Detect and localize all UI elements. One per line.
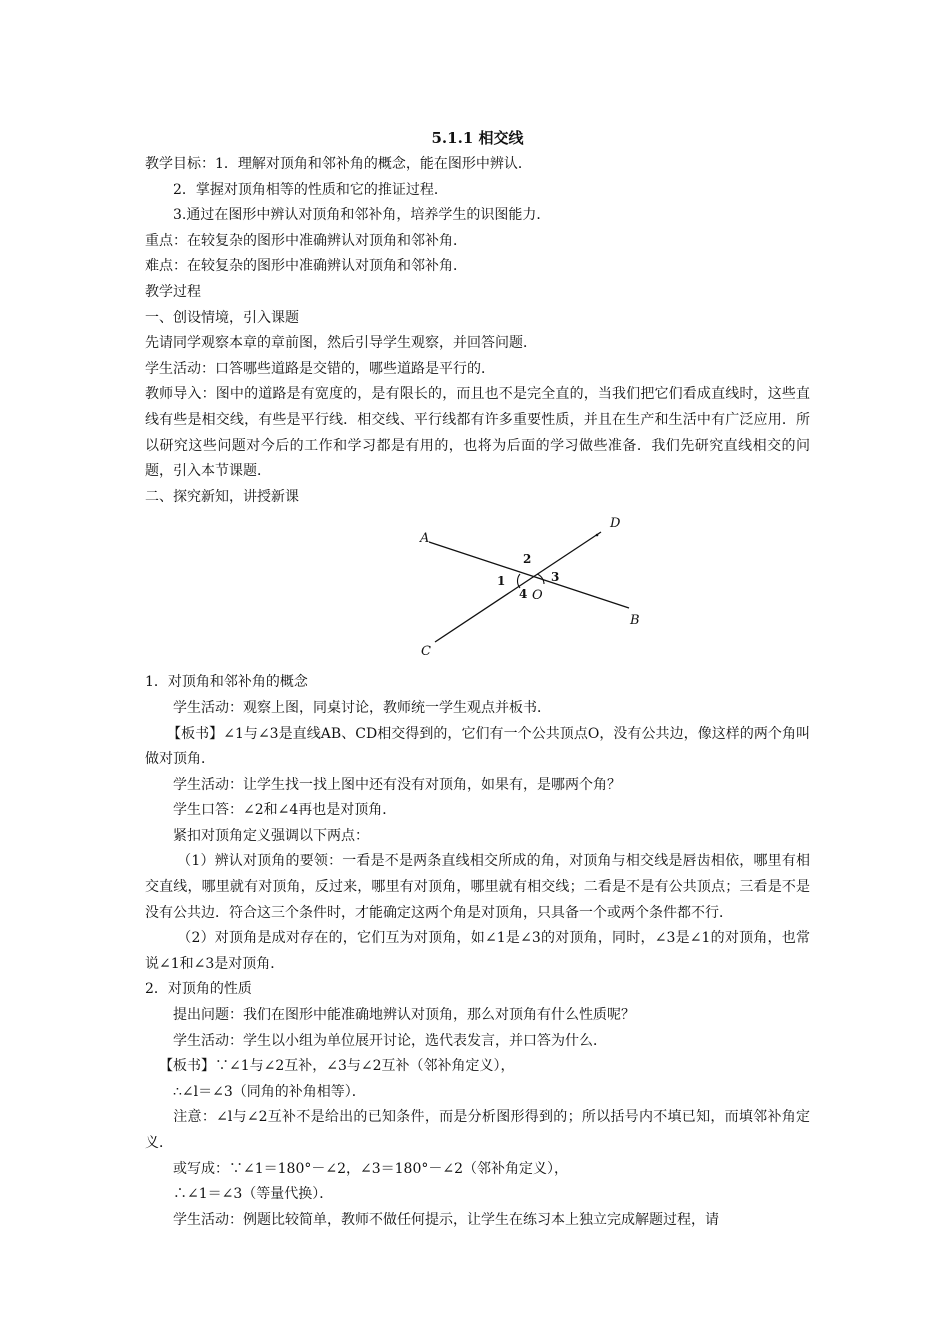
part2-line-1: 提出问题：我们在图形中能准确地辨认对顶角，那么对顶角有什么性质呢？: [173, 1007, 635, 1024]
part2-line-3: 【板书】∵∠1与∠2互补，∠3与∠2互补（邻补角定义），: [159, 1058, 515, 1075]
section1-paragraph-2: 学生活动：口答哪些道路是交错的，哪些道路是平行的．: [145, 360, 495, 377]
part1-line-1: 学生活动：观察上图，同桌讨论，教师统一学生观点并板书．: [173, 699, 551, 716]
angle-1-label: 1: [497, 574, 506, 589]
part1-line-4: 学生口答：∠2和∠4再也是对顶角．: [173, 802, 397, 819]
part1-line-5: 紧扣对顶角定义强调以下两点：: [173, 827, 369, 844]
point-d-dot: [596, 534, 599, 537]
part1-heading: 1．对顶角和邻补角的概念: [145, 674, 308, 691]
objective-1: 教学目标：1．理解对顶角和邻补角的概念，能在图形中辨认．: [145, 156, 532, 172]
objective-3: 3.通过在图形中辨认对顶角和邻补角，培养学生的识图能力．: [173, 207, 551, 224]
board-note-1: 【板书】∠1与∠3是直线AB、CD相交得到的，它们有一个公共顶点O，没有公共边，像这样的两个角叫做对顶角．: [145, 725, 810, 768]
pair-existence: （2）对顶角是成对存在的，它们互为对顶角，如∠1是∠3的对顶角，同时，∠3是∠1的对顶角，也常说∠1和∠3是对顶角．: [145, 930, 810, 972]
document-page: [145, 126, 810, 1233]
difficulty: 难点：在较复杂的图形中准确辨认对顶角和邻补角．: [145, 258, 467, 275]
angle-2-label: 2: [523, 552, 532, 567]
label-a: A: [420, 531, 430, 547]
label-c: C: [421, 644, 431, 660]
recognition-points: （1）辨认对顶角的要领：一看是不是两条直线相交所成的角，对顶角与相交线是唇齿相依，哪里有相交直线，哪里就有对顶角，反过来，哪里有对顶角，哪里就有相交线；二看是不是有公共顶点；三看是不是没有公共边．符合这三个条件时，才能确定这两个角是对顶角，只具备一个或两个条件都不行．: [145, 853, 810, 921]
section1-heading: 一、创设情境，引入课题: [145, 309, 299, 326]
part1-line-3: 学生活动：让学生找一找上图中还有没有对顶角，如果有，是哪两个角？: [173, 776, 621, 793]
section2-heading: 二、探究新知，讲授新课: [145, 488, 299, 505]
note-text: 注意：∠l与∠2互补不是给出的已知条件，而是分析图形得到的；所以括号内不填已知，而填邻补角定义．: [145, 1109, 810, 1151]
part1-line-7: [145, 926, 810, 977]
part2-line-4: ∴∠l＝∠3（同角的补角相等）．: [173, 1083, 366, 1100]
label-o: O: [532, 588, 543, 604]
part2-line-2: 学生活动：学生以小组为单位展开讨论，选代表发言，并口答为什么．: [173, 1032, 607, 1049]
part2-heading: 2．对顶角的性质: [145, 981, 252, 998]
part2-line-6: 或写成：∵∠1＝180°－∠2，∠3＝180°－∠2（邻补角定义），: [173, 1160, 568, 1177]
label-b: B: [630, 613, 640, 629]
student-activity-text: 学生活动：例题比较简单，教师不做任何提示，让学生在练习本上独立完成解题过程，请: [173, 1211, 719, 1228]
objective-2: 2．掌握对顶角相等的性质和它的推证过程．: [173, 181, 448, 198]
part2-line-5: [145, 1105, 810, 1156]
label-d: D: [610, 516, 621, 532]
angle-3-label: 3: [551, 570, 560, 585]
process-heading: 教学过程: [145, 283, 201, 300]
part1-line-2: [145, 722, 810, 773]
section1-paragraph-3: 教师导入：图中的道路是有宽度的，是有限长的，而且也不是完全直的，当我们把它们看成直线时，这些直线有些是相交线，有些是平行线．相交线、平行线都有许多重要性质，并且在生产和生活中有广泛应用．所以研究这些问题对今后的工作和学习都是有用的，也将为后面的学习做些准备．我们先研究直线相交的问题，引入本节课题．: [145, 386, 810, 480]
line-cd: [435, 532, 601, 642]
angle-4-label: 4: [519, 587, 528, 602]
key-point: 重点：在较复杂的图形中准确辨认对顶角和邻补角．: [145, 232, 467, 249]
intersecting-lines-figure: [417, 514, 649, 660]
part2-line-8: [145, 1208, 810, 1234]
document-title: 5.1.1 相交线: [431, 129, 524, 147]
part2-line-7: ∴∠1＝∠3（等量代换）．: [173, 1186, 334, 1203]
section1-paragraph-1: 先请同学观察本章的章前图，然后引导学生观察，并回答问题．: [145, 335, 537, 352]
intersecting-lines-figure-area: [145, 510, 810, 670]
part1-line-6: [145, 849, 810, 926]
